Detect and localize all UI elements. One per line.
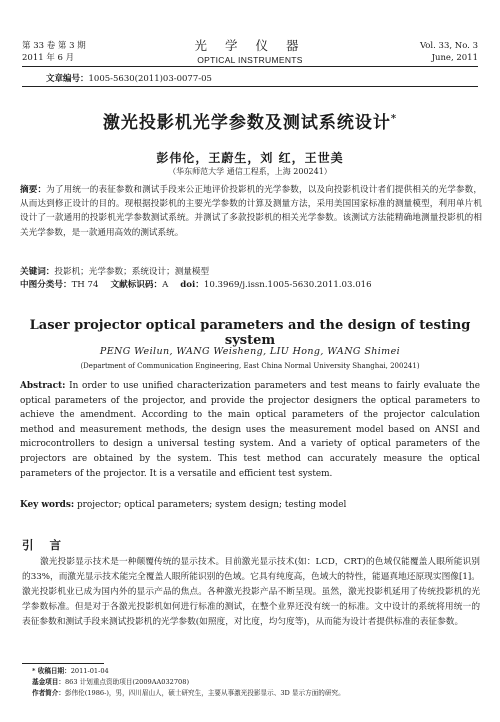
abstract-en (20, 379, 480, 481)
footnote-fund (32, 677, 472, 688)
section-heading-intro: 引 言 (22, 538, 68, 552)
doc-code-value: A (162, 280, 169, 290)
paper-title-en: Laser projector optical parameters and the design of testing system (29, 318, 471, 348)
volume-en: Vol. 33, No. 3 (419, 41, 478, 51)
date-en: June, 2011 (431, 53, 478, 63)
article-number-rule (22, 86, 478, 87)
clc-value: TH 74 (71, 280, 99, 290)
fund-label: 基金项目： (32, 678, 65, 686)
doc-code-label: 文献标识码： (110, 280, 163, 290)
paper-title-cn (30, 108, 470, 133)
classification-line (20, 279, 482, 292)
date-cn: 2011 年 6 月 (22, 53, 75, 63)
journal-name-en: OPTICAL INSTRUMENTS (197, 55, 303, 65)
header-left (22, 40, 86, 64)
abstract-cn (20, 183, 482, 240)
journal-name-cn: 光 学 仪 器 (194, 38, 306, 53)
title-cn-text: 激光投影机光学参数及测试系统设计 (102, 113, 391, 133)
header-right (420, 40, 478, 64)
received-label: * 收稿日期： (32, 667, 71, 675)
doi-value: 10.3969/j.issn.1005-5630.2011.03.016 (203, 280, 372, 290)
article-number-value: 1005-5630(2011)03-0077-05 (88, 74, 212, 84)
affiliation-en: (Department of Communication Engineering, East China Normal University Shanghai, 200241) (80, 362, 420, 370)
footnote-received (32, 666, 472, 677)
received-value: 2011-01-04 (70, 667, 109, 675)
header-rule (22, 66, 478, 67)
abstract-cn-label: 摘要： (20, 185, 47, 195)
footnote-block (32, 666, 472, 699)
title-footnote-mark: * (390, 113, 398, 125)
keywords-cn (20, 266, 482, 279)
keywords-en (20, 499, 480, 512)
keywords-cn-text: 投影机；光学参数；系统设计；测量模型 (54, 267, 210, 277)
intro-paragraph: 激光投影显示技术是一种颠覆传统的显示技术。目前激光显示技术(如：LCD，CRT)的色域仅能覆盖人眼所能识别的33%，而激光显示技术能完全覆盖人眼所能识别的色域。它具有纯度高，色域大的特性，能逼真地还原现实图像[1]。激光投影机业已成为国内外的显示产品的焦点。各种激光投影产品不断呈现。虽然，激光投影机延用了传统投影机的光学参数标准。但是对于各激光投影机如何进行标准的测试，在整个业界还没有统一的标准。文中设计的系统将用统一的表征参数和测试手段来测试投影机的光学参数(如照度，对比度，均匀度等)，从而能为设计者提供标准的表征参数。 (22, 557, 480, 627)
header-center (150, 38, 350, 66)
fund-value: 863 计划重点资助项目(2009AA032708) (64, 678, 190, 686)
bio-label: 作者简介： (32, 689, 65, 697)
keywords-cn-label: 关键词： (20, 267, 55, 277)
abstract-en-label: Abstract: (20, 381, 66, 391)
authors-cn: 彭伟伦，王蔚生，刘 红，王世美 (156, 151, 344, 165)
article-number-label: 文章编号： (46, 74, 89, 84)
volume-cn: 第 33 卷 第 3 期 (22, 41, 86, 51)
abstract-cn-text: 为了用统一的表征参数和测试手段来公正地评价投影机的光学参数，以及向投影机设计者们提供相关的光学参数，从而达到修正设计的目的。现根据投影机的主要光学参数的计算及测量方法，采用美国国家标准的测量模型，利用单片机设计了一款通用的投影机光学参数测试系统。并测试了多款投影机的相关光学参数。该测试方法能精确地测量投影机的相关光学参数，是一款通用高效的测试系统。 (20, 185, 482, 238)
authors-en: PENG Weilun, WANG Weisheng, LIU Hong, WANG Shimei (99, 346, 401, 357)
article-number (46, 72, 212, 84)
keywords-en-text: projector; optical parameters; system design; testing model (74, 500, 347, 510)
abstract-en-text: In order to use unified characterization parameters and test means to fairly evaluate the optical parameters of the projector, and provide the projector designers the optical parameters to achieve the amendment. According to the main optical parameters of the projector calculation method and measurement methods, the design uses the measurement model based on ANSI and microcontrollers to design a universal testing system. And a variety of optical parameters of the projectors are obtained by the system. This test method can accurately measure the optical parameters of the projector. It is a versatile and efficient test system. (20, 381, 480, 479)
clc-label: 中图分类号： (20, 280, 72, 290)
doi-label: doi： (180, 280, 204, 290)
keywords-en-label: Key words: (20, 500, 75, 510)
footnote-bio (32, 688, 472, 699)
affiliation-cn: （华东师范大学 通信工程系，上海 200241） (168, 167, 332, 176)
bio-value: 彭伟伦(1986-)，男，四川眉山人，硕士研究生，主要从事激光投影显示、3D 显示方面的研究。 (64, 689, 345, 697)
footnote-rule (22, 663, 104, 664)
